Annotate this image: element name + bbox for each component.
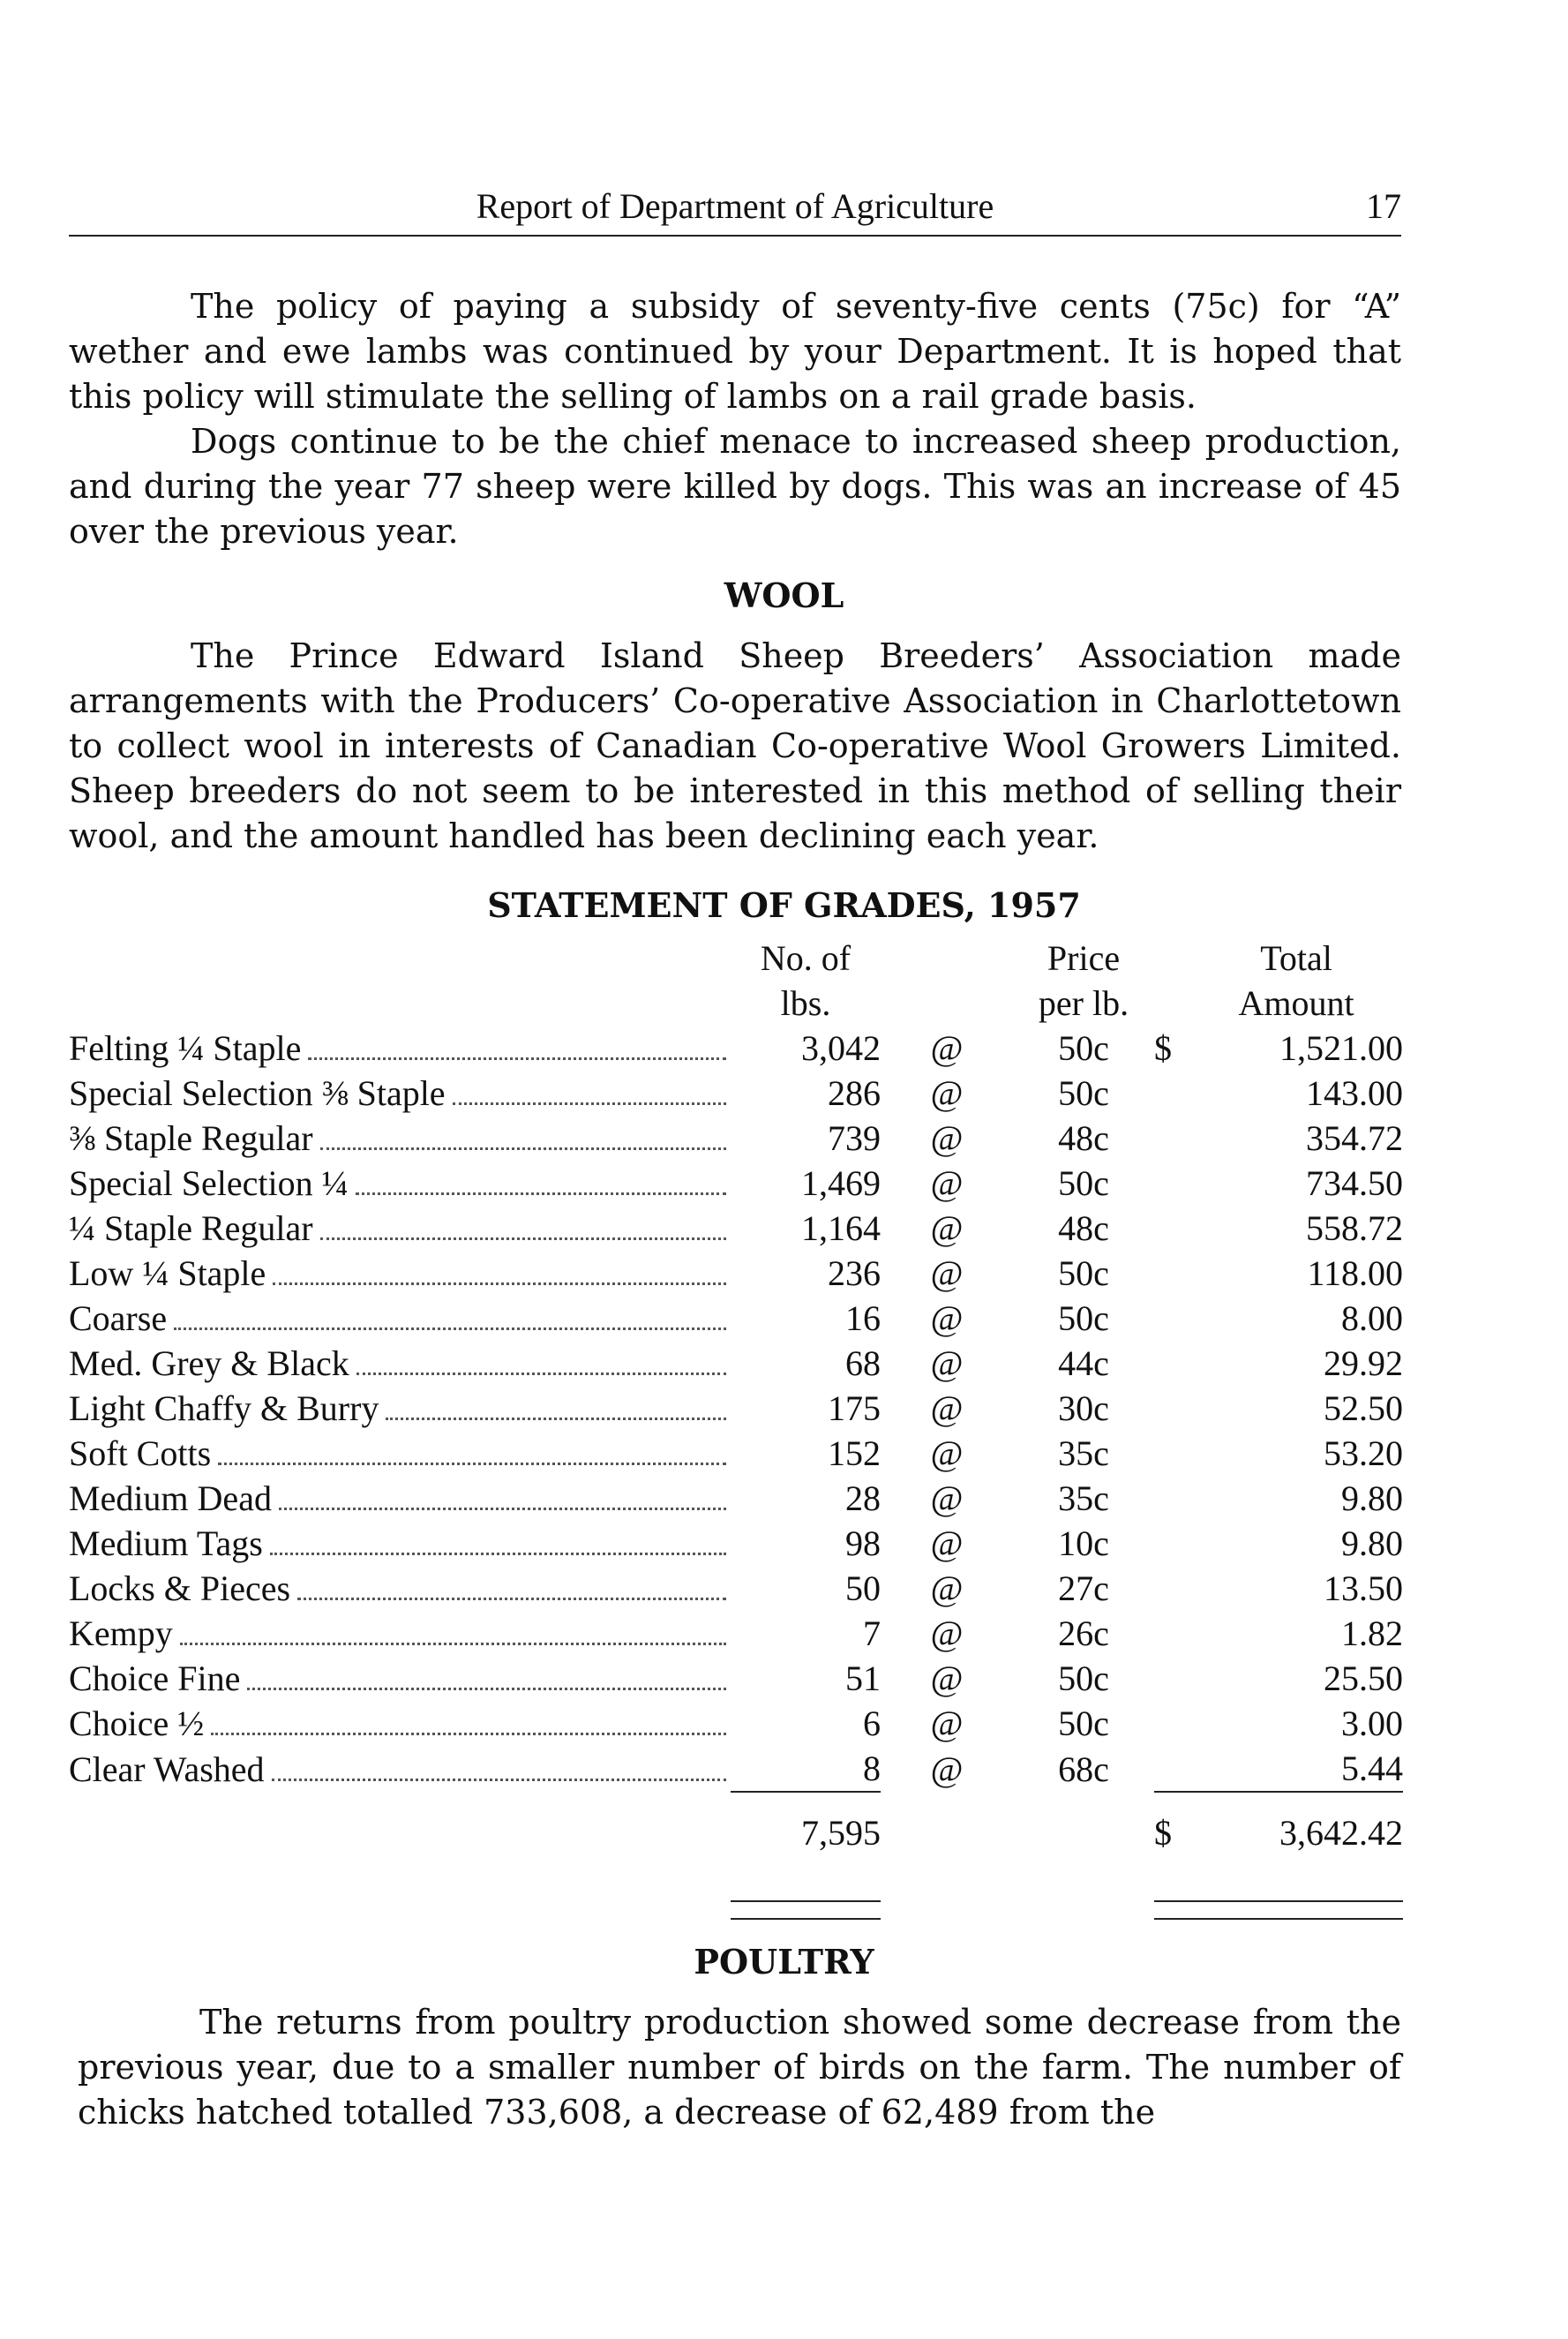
table-row <box>69 1116 1403 1161</box>
double-rule-amount-2a <box>1154 1901 1189 1919</box>
grade-name: ⅜ Staple Regular <box>69 1117 320 1159</box>
header-lbs-line2: lbs. <box>780 983 831 1023</box>
grade-at-sign: @ <box>930 1343 964 1383</box>
grade-lbs: 8 <box>863 1749 881 1788</box>
grade-dollar-sign <box>1154 1161 1189 1206</box>
grade-lbs: 175 <box>828 1388 881 1428</box>
grade-name: Low ¼ Staple <box>69 1252 273 1294</box>
dot-leader <box>272 1779 726 1781</box>
grade-at-sign: @ <box>930 1298 964 1338</box>
grades-table-body <box>69 1026 1403 1792</box>
dot-leader <box>174 1327 726 1330</box>
grade-at-sign: @ <box>930 1163 964 1203</box>
dot-leader <box>211 1733 726 1735</box>
grade-lbs: 7 <box>863 1613 881 1653</box>
grade-name: Medium Tags <box>69 1523 270 1564</box>
dot-leader <box>247 1688 726 1690</box>
grade-name-cell <box>69 1296 731 1341</box>
grade-name: Felting ¼ Staple <box>69 1027 308 1069</box>
grades-table-container <box>69 936 1403 1920</box>
dot-leader <box>453 1102 726 1105</box>
grades-table <box>69 936 1403 1920</box>
paragraph-lamb-subsidy: The policy of paying a subsidy of seventy-five cents (75c) for “A” wether and ewe lambs was continued by your Department. It is hoped that this policy will stimulate the selling of lambs on a rail grade basis. <box>69 287 1401 416</box>
total-dollar-sign: $ <box>1154 1813 1172 1853</box>
header-amount-line2: Amount <box>1238 983 1354 1023</box>
grade-name: Clear Washed <box>69 1749 272 1790</box>
grade-amount: 9.80 <box>1341 1523 1403 1563</box>
grade-name-cell <box>69 1386 731 1431</box>
grade-amount: 25.50 <box>1324 1658 1403 1698</box>
table-row <box>69 1296 1403 1341</box>
grade-dollar-sign <box>1154 1206 1189 1251</box>
header-lbs-line1: No. of <box>760 938 852 978</box>
grade-name: Medium Dead <box>69 1478 279 1519</box>
grade-name-cell <box>69 1611 731 1656</box>
table-row <box>69 1566 1403 1611</box>
grade-dollar-sign <box>1154 1701 1189 1746</box>
dot-leader <box>297 1598 726 1600</box>
grade-amount: 13.50 <box>1324 1568 1403 1608</box>
grade-at-sign: @ <box>930 1658 964 1698</box>
dot-leader <box>320 1237 726 1240</box>
grade-price: 30c <box>1058 1388 1109 1428</box>
header-price-line2: per lb. <box>1038 983 1129 1023</box>
table-row <box>69 1161 1403 1206</box>
grade-price: 35c <box>1058 1433 1109 1473</box>
dot-leader <box>308 1057 726 1060</box>
grade-lbs: 286 <box>828 1073 881 1113</box>
grade-price: 50c <box>1058 1073 1109 1113</box>
dot-leader <box>356 1192 726 1195</box>
dot-leader <box>320 1147 726 1150</box>
table-row <box>69 1386 1403 1431</box>
dot-leader <box>218 1463 726 1465</box>
grade-at-sign: @ <box>930 1613 964 1653</box>
grade-name-cell <box>69 1701 731 1746</box>
grade-price: 50c <box>1058 1163 1109 1203</box>
grade-at-sign: @ <box>930 1478 964 1518</box>
table-row <box>69 1206 1403 1251</box>
grade-amount: 354.72 <box>1306 1118 1403 1158</box>
grade-lbs: 68 <box>845 1343 881 1383</box>
grade-price: 50c <box>1058 1028 1109 1068</box>
grade-dollar-sign <box>1154 1341 1189 1386</box>
double-rule-lbs-2 <box>731 1901 881 1919</box>
grade-lbs: 50 <box>845 1568 881 1608</box>
grade-price: 48c <box>1058 1208 1109 1248</box>
grade-dollar-sign <box>1154 1296 1189 1341</box>
grade-at-sign: @ <box>930 1388 964 1428</box>
dot-leader <box>356 1373 726 1375</box>
grade-dollar-sign <box>1154 1611 1189 1656</box>
grade-price: 50c <box>1058 1253 1109 1293</box>
rule-row <box>69 1792 1403 1810</box>
grade-price: 26c <box>1058 1613 1109 1653</box>
table-row <box>69 1251 1403 1296</box>
table-row <box>69 1611 1403 1656</box>
grade-amount: 1.82 <box>1341 1613 1403 1653</box>
grade-amount: 558.72 <box>1306 1208 1403 1248</box>
grade-name: Choice Fine <box>69 1658 247 1699</box>
grade-lbs: 152 <box>828 1433 881 1473</box>
grade-dollar-sign <box>1154 1251 1189 1296</box>
grade-at-sign: @ <box>930 1749 964 1789</box>
total-amount: 3,642.42 <box>1279 1813 1403 1853</box>
grade-name-cell <box>69 1746 731 1792</box>
grade-name-cell <box>69 1251 731 1296</box>
grade-amount: 734.50 <box>1306 1163 1403 1203</box>
grade-name-cell <box>69 1071 731 1116</box>
grade-dollar-sign <box>1154 1521 1189 1566</box>
paragraph-poultry-returns: The returns from poultry production showed some decrease from the previous year, due to a smaller number of birds on the farm. The number of chicks hatched totalled 733,608, a decrease of 62,489 from the <box>78 2003 1401 2132</box>
grade-amount: 5.44 <box>1341 1749 1403 1788</box>
paragraph-wool-association: The Prince Edward Island Sheep Breeders’ Association made arrangements with the Producers’ Co-operative Association in Charlottetown to collect wool in interests of Canadian Co-operative Wool Growers Limited. Sheep breeders do not seem to be interested in this method of selling their wool, and the amount handled has been declining each year. <box>69 636 1401 855</box>
grade-dollar-sign <box>1154 1386 1189 1431</box>
grade-name-cell <box>69 1026 731 1071</box>
grade-amount: 29.92 <box>1324 1343 1403 1383</box>
double-rule-row <box>69 1855 1403 1901</box>
table-row <box>69 1656 1403 1701</box>
grade-lbs: 6 <box>863 1703 881 1743</box>
paragraph-dogs-menace: Dogs continue to be the chief menace to increased sheep production, and during the year 77 sheep were killed by dogs. This was an increase of 45 over the previous year. <box>69 422 1401 551</box>
double-rule-row <box>69 1901 1403 1919</box>
grade-price: 10c <box>1058 1523 1109 1563</box>
grade-price: 50c <box>1058 1703 1109 1743</box>
page-number: 17 <box>1366 186 1401 226</box>
grade-at-sign: @ <box>930 1433 964 1473</box>
heading-poultry: POULTRY <box>694 1942 874 1982</box>
dot-leader <box>279 1508 726 1510</box>
grade-dollar-sign <box>1154 1656 1189 1701</box>
grade-at-sign: @ <box>930 1253 964 1293</box>
grade-at-sign: @ <box>930 1703 964 1743</box>
grade-price: 50c <box>1058 1658 1109 1698</box>
table-row <box>69 1071 1403 1116</box>
table-row <box>69 1521 1403 1566</box>
grade-dollar-sign <box>1154 1566 1189 1611</box>
grade-amount: 52.50 <box>1324 1388 1403 1428</box>
grade-name: ¼ Staple Regular <box>69 1207 320 1249</box>
grade-name: Special Selection ⅜ Staple <box>69 1072 453 1114</box>
grade-price: 48c <box>1058 1118 1109 1158</box>
dot-leader <box>180 1643 726 1645</box>
grade-name-cell <box>69 1161 731 1206</box>
grade-lbs: 1,469 <box>801 1163 881 1203</box>
grade-name-cell <box>69 1206 731 1251</box>
grade-name-cell <box>69 1341 731 1386</box>
grade-at-sign: @ <box>930 1208 964 1248</box>
grade-name-cell <box>69 1116 731 1161</box>
running-head-title: Report of Department of Agriculture <box>476 186 994 226</box>
double-rule-lbs-1 <box>731 1855 881 1901</box>
grade-lbs: 16 <box>845 1298 881 1338</box>
grade-lbs: 236 <box>828 1253 881 1293</box>
grade-name: Soft Cotts <box>69 1433 218 1474</box>
grade-name: Coarse <box>69 1297 174 1339</box>
table-header-row <box>69 936 1403 981</box>
grade-dollar-sign <box>1154 1071 1189 1116</box>
dot-leader <box>273 1282 726 1285</box>
grade-price: 27c <box>1058 1568 1109 1608</box>
grade-name-cell <box>69 1431 731 1476</box>
grade-lbs: 1,164 <box>801 1208 881 1248</box>
grade-name-cell <box>69 1521 731 1566</box>
grade-price: 35c <box>1058 1478 1109 1518</box>
grade-at-sign: @ <box>930 1118 964 1158</box>
grade-price: 68c <box>1058 1749 1109 1789</box>
grade-amount: 3.00 <box>1341 1703 1403 1743</box>
total-rule-amount-a <box>1154 1792 1189 1810</box>
grade-at-sign: @ <box>930 1523 964 1563</box>
grade-name: Light Chaffy & Burry <box>69 1388 386 1429</box>
grade-dollar-sign <box>1154 1746 1189 1792</box>
grade-price: 44c <box>1058 1343 1109 1383</box>
total-lbs: 7,595 <box>801 1813 881 1853</box>
grade-name-cell <box>69 1656 731 1701</box>
dot-leader <box>270 1553 726 1555</box>
grade-dollar-sign <box>1154 1476 1189 1521</box>
grade-dollar-sign <box>1154 1116 1189 1161</box>
totals-row <box>69 1810 1403 1855</box>
double-rule-amount-1b <box>1189 1855 1403 1901</box>
table-row <box>69 1431 1403 1476</box>
double-rule-amount-1a <box>1154 1855 1189 1901</box>
dot-leader <box>386 1418 726 1420</box>
heading-wool: WOOL <box>724 575 844 615</box>
table-row <box>69 1476 1403 1521</box>
grade-price: 50c <box>1058 1298 1109 1338</box>
table-row <box>69 1341 1403 1386</box>
grade-lbs: 739 <box>828 1118 881 1158</box>
double-rule-amount-2b <box>1189 1901 1403 1919</box>
grade-lbs: 28 <box>845 1478 881 1518</box>
table-header-row <box>69 981 1403 1026</box>
total-rule-amount-b <box>1189 1792 1403 1810</box>
grade-name: Locks & Pieces <box>69 1568 297 1609</box>
grade-dollar-sign: $ <box>1154 1028 1172 1068</box>
header-amount-line1: Total <box>1260 938 1332 978</box>
grade-amount: 143.00 <box>1306 1073 1403 1113</box>
grade-lbs: 3,042 <box>801 1028 881 1068</box>
table-row <box>69 1701 1403 1746</box>
total-rule-lbs <box>731 1792 881 1810</box>
grade-amount: 1,521.00 <box>1279 1028 1403 1068</box>
grade-name-cell <box>69 1566 731 1611</box>
header-price-line1: Price <box>1047 938 1121 978</box>
table-row <box>69 1746 1403 1792</box>
grade-at-sign: @ <box>930 1568 964 1608</box>
grade-at-sign: @ <box>930 1028 964 1068</box>
grade-amount: 9.80 <box>1341 1478 1403 1518</box>
grade-lbs: 51 <box>845 1658 881 1698</box>
grade-name: Kempy <box>69 1613 180 1654</box>
heading-statement-of-grades: STATEMENT OF GRADES, 1957 <box>487 885 1081 925</box>
grade-name: Med. Grey & Black <box>69 1342 356 1384</box>
grade-name-cell <box>69 1476 731 1521</box>
grade-amount: 53.20 <box>1324 1433 1403 1473</box>
grade-amount: 118.00 <box>1307 1253 1403 1293</box>
grade-at-sign: @ <box>930 1073 964 1113</box>
grade-dollar-sign <box>1154 1431 1189 1476</box>
table-row <box>69 1026 1403 1071</box>
grade-lbs: 98 <box>845 1523 881 1563</box>
grade-amount: 8.00 <box>1341 1298 1403 1338</box>
grade-name: Choice ½ <box>69 1703 211 1744</box>
running-head <box>69 185 1401 237</box>
grade-name: Special Selection ¼ <box>69 1162 356 1204</box>
